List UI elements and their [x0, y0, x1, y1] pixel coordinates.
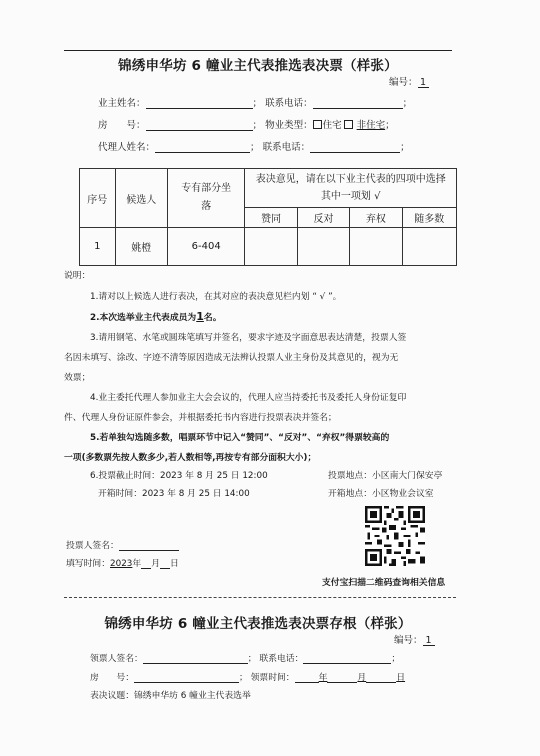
fill-year-unit: 年 [132, 559, 142, 569]
note-4-line1: 4.业主委托代理人参加业主大会会议的，代理人应当持委托书及委托人身份证复印 [90, 393, 407, 403]
non-residential-label: 非住宅 [356, 120, 386, 131]
stub-month-unit: 月 [357, 673, 367, 683]
residential-checkbox[interactable] [313, 120, 322, 129]
qr-caption: 支付宝扫描二维码查询相关信息 [322, 578, 446, 588]
semicolon: ； [247, 654, 257, 664]
semicolon: ； [252, 98, 263, 109]
voter-sign-field[interactable] [119, 540, 179, 551]
stub-topic: 表决议题：锦绣申华坊 6 幢业主代表选举 [90, 691, 251, 701]
residential-label: 住宅 [322, 120, 342, 131]
agent-row [98, 139, 410, 153]
stub-phone-field[interactable] [303, 653, 391, 664]
semicolon: ； [252, 120, 263, 131]
voter-sign-label: 投票人签名： [66, 541, 119, 551]
header-opinion: 表决意见，请在以下业主代表的四项中选择其中一项划 √ [245, 169, 457, 208]
note-2-prefix: 2.本次选举业主代表成员为 [90, 313, 197, 323]
agent-phone-label: 联系电话： [262, 142, 311, 153]
cut-line [64, 597, 456, 598]
note-6-location: 投票地点：小区南大门保安亭 [328, 471, 443, 481]
stub-year-unit: 年 [318, 673, 328, 683]
row-seq: 1 [80, 228, 116, 266]
semicolon: ； [385, 120, 395, 131]
note-2-suffix: 名。 [203, 313, 222, 323]
stub-receive-time-label: 领票时间： [250, 673, 295, 683]
header-seq: 序号 [80, 169, 116, 228]
stub-room-label: 房 号： [90, 673, 134, 683]
note-2 [90, 310, 222, 323]
stub-room-field[interactable] [134, 672, 239, 683]
stub-receiver-field[interactable] [143, 653, 248, 664]
owner-name-field[interactable] [146, 98, 253, 109]
stub-day-unit: 日 [396, 673, 406, 683]
stub-title: 锦绣申华坊 6 幢业主代表推选表决票存根（样张） [104, 616, 412, 632]
ballot-number-value: 1 [418, 77, 429, 88]
fill-month-unit: 月 [151, 559, 161, 569]
owner-name-row [98, 95, 412, 109]
header-abstain: 弃权 [350, 208, 402, 228]
non-residential-checkbox[interactable] [344, 120, 353, 129]
header-part: 专有部分坐落 [167, 169, 244, 228]
header-agree: 赞同 [245, 208, 297, 228]
note-5-line1: 5.若单独勾选随多数，唱票环节中记入“赞同”、“反对”、“弃权”得票较高的 [90, 433, 390, 443]
fill-day-unit: 日 [170, 559, 179, 569]
semicolon: ； [239, 673, 248, 683]
note-1: 1.请对以上候选人进行表决，在其对应的表决意见栏内划 “ √ ”。 [90, 292, 342, 302]
owner-phone-field[interactable] [313, 98, 403, 109]
voter-sign-row [66, 538, 179, 551]
table-header-row [80, 169, 457, 208]
note-3-line3: 效票； [64, 373, 91, 383]
owner-name-label: 业主姓名： [98, 98, 146, 109]
row-part: 6-404 [167, 228, 244, 266]
qr-code-icon [365, 506, 425, 566]
header-candidate: 候选人 [115, 169, 167, 228]
stub-room-row [90, 670, 405, 683]
vote-oppose-cell[interactable] [297, 228, 349, 266]
stub-receiver-label: 领票人签名： [90, 654, 143, 664]
stub-receiver-row [90, 651, 400, 664]
agent-name-field[interactable] [155, 142, 250, 153]
stub-number-label: 编号： [394, 635, 423, 646]
note-3-line2: 名因未填写、涂改、字迹不清等原因造成无法辨认投票人业主身份及其意见的，视为无 [64, 353, 399, 363]
stub-receive-month-field[interactable] [327, 672, 357, 683]
room-row [98, 117, 395, 131]
ballot-title: 锦绣申华坊 6 幢业主代表推选表决票（样张） [118, 58, 398, 74]
vote-table [79, 168, 457, 266]
semicolon: ； [250, 142, 260, 153]
note-6-open-location: 开箱地点：小区物业会议室 [328, 489, 434, 499]
note-4-line2: 件、代理人身份证原件参会，并根据委托书内容进行投票表决并签名； [64, 413, 337, 423]
note-6-deadline: 6.投票截止时间：2023 年 8 月 25 日 12:00 [90, 471, 268, 481]
stub-number-value: 1 [423, 635, 435, 646]
note-6-open-time: 开箱时间：2023 年 8 月 25 日 14:00 [98, 489, 250, 499]
ballot-number-label: 编号： [389, 77, 418, 88]
agent-name-label: 代理人姓名： [98, 142, 156, 153]
stub-number [394, 632, 435, 646]
notes-heading: 说明： [64, 271, 91, 281]
vote-agree-cell[interactable] [245, 228, 297, 266]
owner-phone-label: 联系电话： [265, 98, 313, 109]
stub-receive-year-field[interactable] [295, 672, 319, 683]
semicolon: ； [402, 98, 413, 109]
stub-receive-day-field[interactable] [366, 672, 396, 683]
agent-phone-field[interactable] [310, 142, 400, 153]
fill-year: 2023 [110, 559, 133, 569]
stub-phone-label: 联系电话： [259, 654, 304, 664]
property-type-label: 物业类型： [265, 120, 313, 131]
vote-abstain-cell[interactable] [350, 228, 402, 266]
table-row [80, 228, 457, 266]
semicolon: ； [391, 654, 401, 664]
note-5-line2: 一项(多数票先按人数多少,若人数相等,再按专有部分面积大小)； [64, 453, 317, 463]
vote-majority-cell[interactable] [402, 228, 456, 266]
fill-day-field[interactable] [160, 558, 170, 569]
fill-time-label: 填写时间： [66, 559, 110, 569]
semicolon: ； [400, 142, 410, 153]
room-label: 房 号： [98, 120, 146, 131]
header-majority: 随多数 [402, 208, 456, 228]
top-rule [64, 50, 452, 51]
note-3-line1: 3.请用钢笔、水笔或圆珠笔填写并签名，要求字迹及字面意思表达清楚，投票人签 [90, 333, 407, 343]
fill-time-row [66, 556, 179, 569]
fill-month-field[interactable] [141, 558, 151, 569]
room-field[interactable] [146, 120, 253, 131]
ballot-number [389, 74, 429, 88]
header-oppose: 反对 [297, 208, 349, 228]
row-candidate: 姚橙 [115, 228, 167, 266]
note-2-count: 1 [196, 310, 204, 323]
